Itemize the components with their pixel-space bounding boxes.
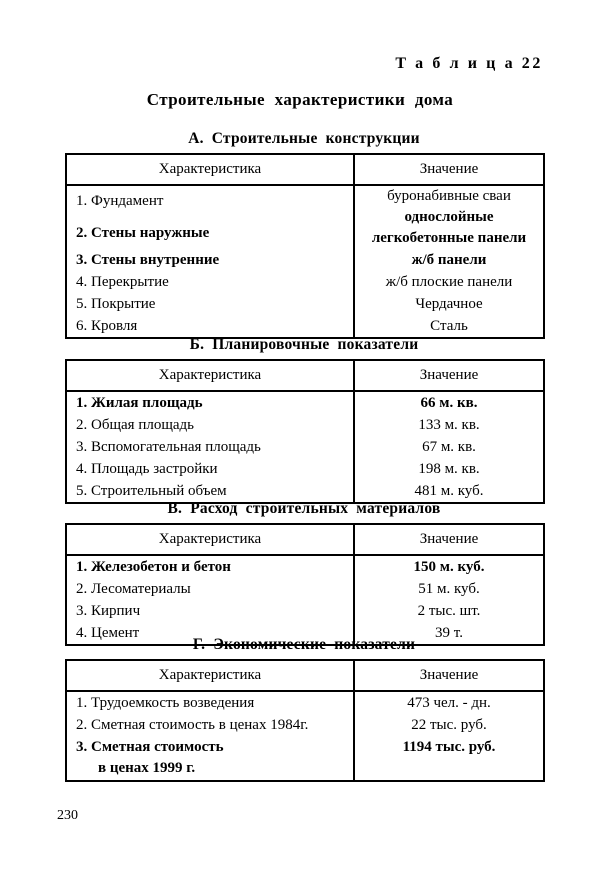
table-row: [66, 736, 544, 781]
table-header-row: [66, 360, 544, 391]
row-value: 2 тыс. шт.: [417, 602, 481, 619]
column-header-value: Значение: [354, 660, 544, 691]
row-characteristic: 1. Трудоемкость возведения: [66, 691, 354, 714]
row-value: ж/б плоские панели: [385, 273, 513, 290]
table-header-row: [66, 660, 544, 691]
row-value: 1194 тыс. руб.: [402, 739, 496, 755]
section-a-heading: А. Строительные конструкции: [188, 130, 420, 147]
column-header-value: Значение: [354, 360, 544, 391]
section-b-heading: Б. Планировочные показатели: [189, 336, 419, 353]
table-row: [66, 600, 544, 622]
section-a: [65, 130, 543, 339]
table-row: [66, 271, 544, 293]
section-d: [65, 636, 543, 782]
table-row: [66, 714, 544, 736]
table-row: [66, 414, 544, 436]
table-row: [66, 555, 544, 578]
section-d-heading: Г. Экономические показатели: [192, 636, 416, 653]
row-characteristic: 3. Вспомогательная площадь: [66, 436, 354, 458]
column-header-characteristic: Характеристика: [66, 360, 354, 391]
row-value: 481 м. куб.: [414, 482, 484, 499]
table-header-row: [66, 524, 544, 555]
table-row: [66, 293, 544, 315]
table-row: [66, 578, 544, 600]
table-b: [65, 359, 545, 504]
row-value: ж/б панели: [411, 251, 487, 268]
row-characteristic: 4. Площадь застройки: [66, 458, 354, 480]
row-value-line-1: буронабивные сваи: [387, 188, 511, 204]
row-value: [354, 185, 544, 249]
row-value: 150 м. куб.: [413, 558, 485, 575]
row-characteristic: 3. Кирпич: [66, 600, 354, 622]
row-characteristic-line-2: в ценах 1999 г.: [98, 760, 196, 776]
row-characteristic: 1. Фундамент: [66, 185, 354, 218]
table-a: [65, 153, 545, 339]
column-header-characteristic: Характеристика: [66, 154, 354, 185]
section-b: [65, 336, 543, 504]
column-header-characteristic: Характеристика: [66, 524, 354, 555]
row-value: 39 т.: [435, 624, 463, 641]
row-characteristic: 6. Кровля: [66, 315, 354, 338]
row-characteristic: 1. Жилая площадь: [66, 391, 354, 414]
row-characteristic: 1. Железобетон и бетон: [66, 555, 354, 578]
row-value: 66 м. кв.: [420, 394, 478, 411]
column-header-characteristic: Характеристика: [66, 660, 354, 691]
table-header-row: [66, 154, 544, 185]
table-row: [66, 391, 544, 414]
table-row: [66, 436, 544, 458]
row-value: Сталь: [430, 317, 468, 334]
row-value: 51 м. куб.: [418, 580, 480, 597]
table-row: [66, 185, 544, 218]
page-number: 230: [57, 808, 78, 823]
row-characteristic: 3. Стены внутренние: [66, 249, 354, 271]
row-characteristic-line-1: 3. Сметная стоимость: [76, 739, 224, 755]
row-value: 198 м. кв.: [418, 460, 480, 477]
row-characteristic: 2. Сметная стоимость в ценах 1984г.: [66, 714, 354, 736]
row-value: 133 м. кв.: [418, 416, 480, 433]
row-value: Чердачное: [415, 295, 483, 312]
row-characteristic: 5. Строительный объем: [66, 480, 354, 503]
row-characteristic: [66, 736, 354, 781]
row-characteristic: 2. Общая площадь: [66, 414, 354, 436]
row-value: 22 тыс. руб.: [411, 716, 487, 733]
section-c: [65, 500, 543, 646]
row-value-line-3: легкобетонные панели: [371, 230, 527, 246]
row-value: 67 м. кв.: [422, 438, 476, 455]
column-header-value: Значение: [354, 524, 544, 555]
section-c-heading: В. Расход строительных материалов: [167, 500, 441, 517]
table-row: [66, 458, 544, 480]
page-title: Строительные характеристики дома: [146, 90, 454, 109]
table-c: [65, 523, 545, 646]
table-row: [66, 691, 544, 714]
row-characteristic: 4. Цемент: [66, 622, 354, 645]
row-value-line-2: однослойные: [404, 209, 494, 225]
table-row: [66, 249, 544, 271]
row-characteristic: 5. Покрытие: [66, 293, 354, 315]
column-header-value: Значение: [354, 154, 544, 185]
row-value: 473 чел. - дн.: [407, 694, 491, 711]
table-number-label: Т а б л и ц а 22: [395, 55, 543, 72]
table-d: [65, 659, 545, 782]
row-characteristic: 4. Перекрытие: [66, 271, 354, 293]
row-characteristic: 2. Лесоматериалы: [66, 578, 354, 600]
row-characteristic: 2. Стены наружные: [66, 218, 354, 249]
table-row: [66, 315, 544, 338]
